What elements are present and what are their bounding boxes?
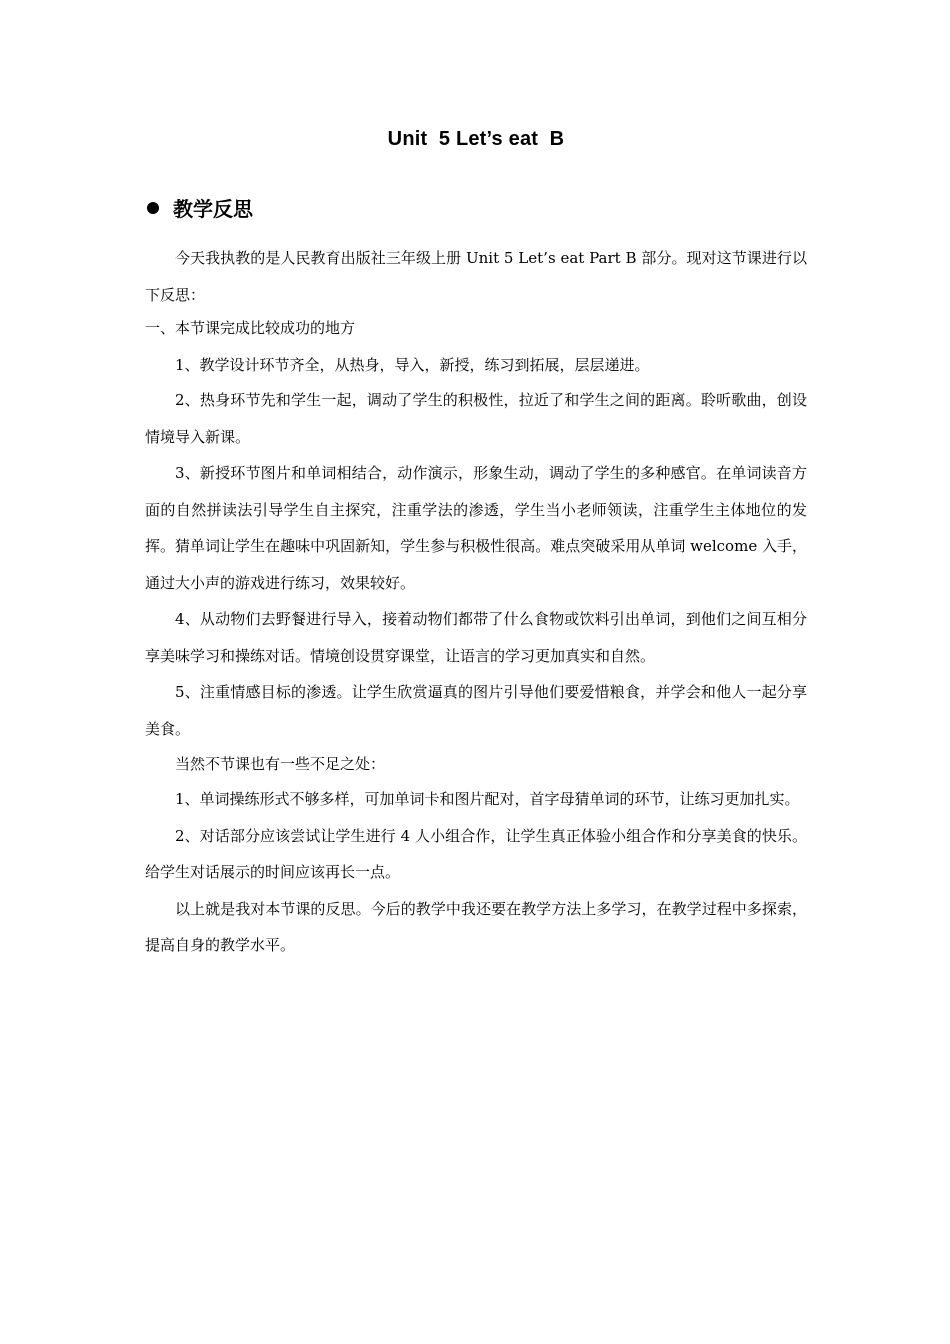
section-heading xyxy=(145,193,253,222)
paragraph-success-5: 5、注重情感目标的渗透。让学生欣赏逼真的图片引导他们要爱惜粮食，并学会和他人一起分享美食。 xyxy=(145,683,807,738)
paragraph-part2-heading: 当然不节课也有一些不足之处： xyxy=(175,755,386,773)
paragraph-success-1: 1、教学设计环节齐全，从热身，导入，新授，练习到拓展，层层递进。 xyxy=(175,356,650,374)
paragraph-success-3: 3、新授环节图片和单词相结合，动作演示，形象生动，调动了学生的多种感官。在单词读音方面的自然拼读法引导学生自主探究，注重学法的渗透，学生当小老师领读，注重学生主体地位的发挥。猜单词让学生在趣味中巩固新知，学生参与积极性很高。难点突破采用从单词 welcome 入手，通过大小声的游戏进行练习，效果较好。 xyxy=(145,464,807,592)
document-body xyxy=(145,240,807,964)
paragraph-part1-heading: 一、本节课完成比较成功的地方 xyxy=(145,319,356,337)
paragraph-weakness-2: 2、对话部分应该尝试让学生进行 4 人小组合作，让学生真正体验小组合作和分享美食的快乐。给学生对话展示的时间应该再长一点。 xyxy=(145,826,807,881)
section-heading-text: 教学反思 xyxy=(173,197,253,221)
document-title: Unit 5 Let’s eat B xyxy=(387,128,565,150)
paragraph-success-2: 2、热身环节先和学生一起，调动了学生的积极性，拉近了和学生之间的距离。聆听歌曲，创设情境导入新课。 xyxy=(145,391,807,446)
paragraph-conclusion: 以上就是我对本节课的反思。今后的教学中我还要在教学方法上多学习，在教学过程中多探索，提高自身的教学水平。 xyxy=(145,899,807,954)
document-page xyxy=(145,0,807,1344)
paragraph-intro: 今天我执教的是人民教育出版社三年级上册 Unit 5 Let’s eat Part B 部分。现对这节课进行以下反思： xyxy=(145,249,807,304)
paragraph-success-4: 4、从动物们去野餐进行导入，接着动物们都带了什么食物或饮料引出单词，到他们之间互相分享美味学习和操练对话。情境创设贯穿课堂，让语言的学习更加真实和自然。 xyxy=(145,610,807,665)
bullet-icon xyxy=(147,202,159,214)
paragraph-weakness-1: 1、单词操练形式不够多样，可加单词卡和图片配对，首字母猜单词的环节，让练习更加扎实。 xyxy=(175,790,800,808)
